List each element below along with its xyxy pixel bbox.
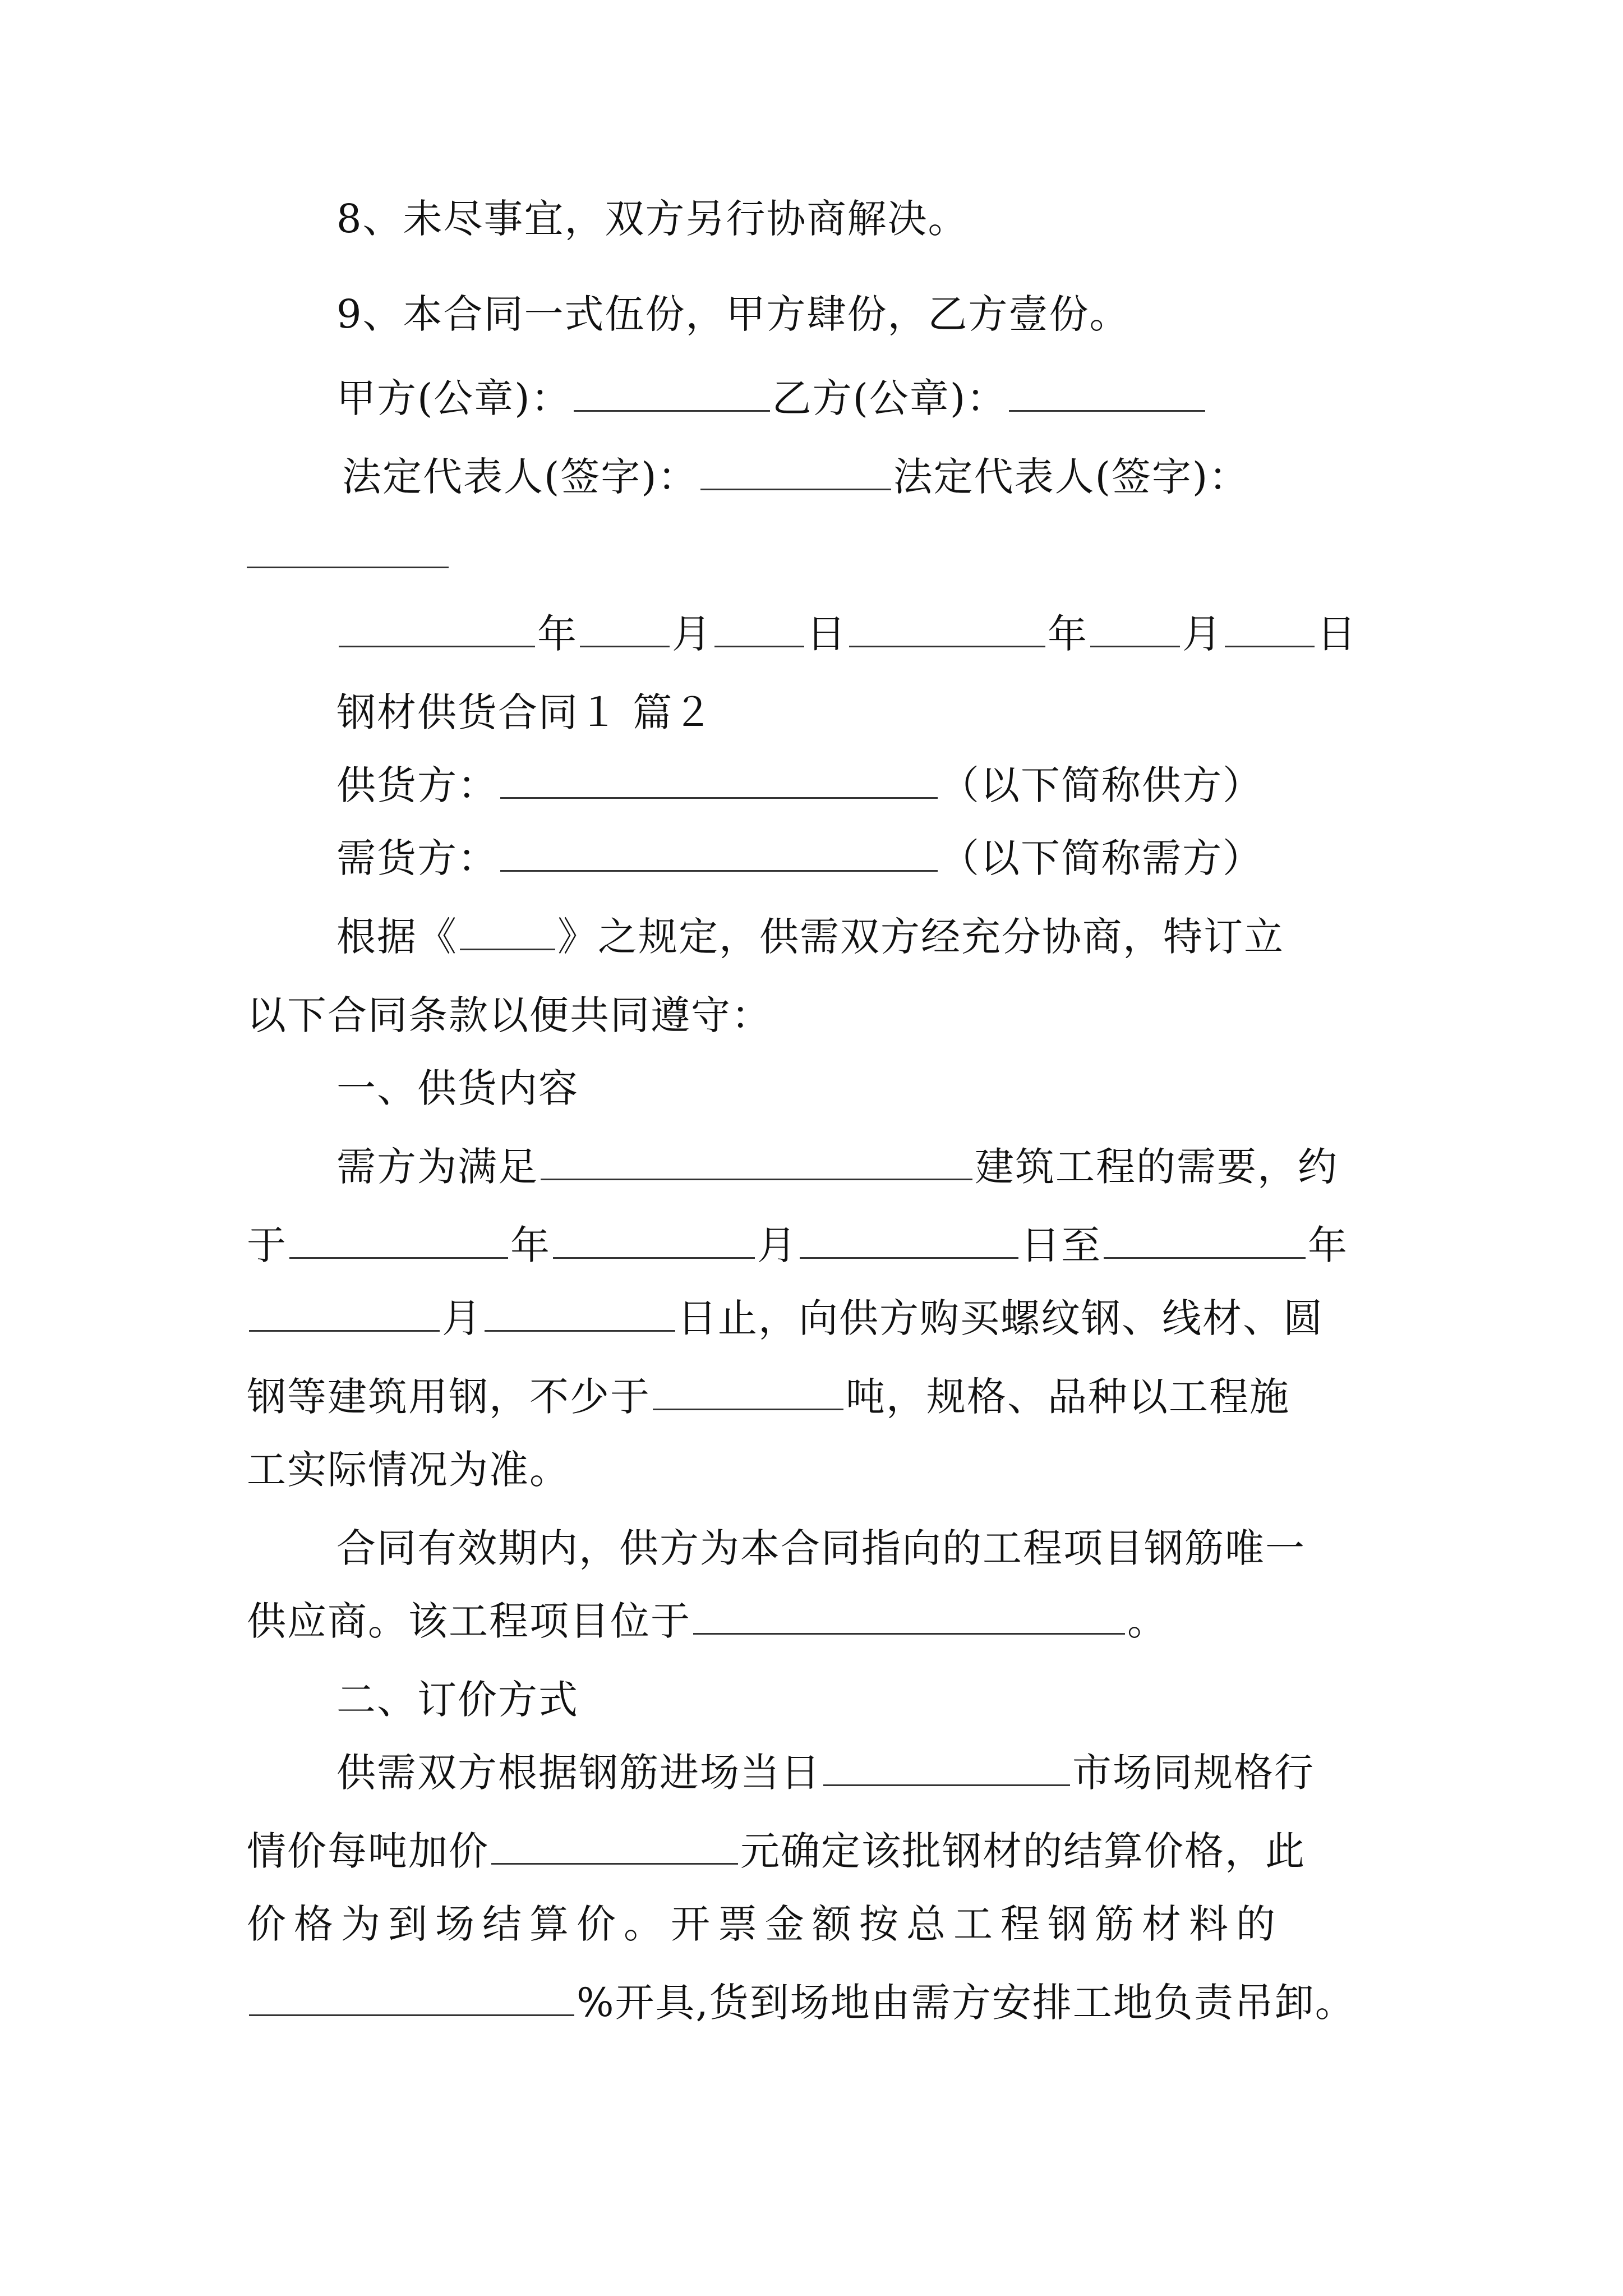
content-text: 。 — [1127, 1598, 1168, 1644]
seal-line — [336, 370, 1207, 426]
end-year-blank — [1104, 1223, 1306, 1259]
supplier-blank — [500, 763, 938, 799]
contract-title: 钢材供货合同１ 篇２ — [336, 689, 714, 735]
supplier-label: 供货方： — [336, 762, 498, 808]
party-b-rep-blank — [247, 567, 449, 568]
content-line-4 — [247, 1369, 1290, 1425]
content-text: 需方为满足 — [336, 1144, 538, 1190]
pricing-text: 供需双方根据钢筋进场当日 — [336, 1750, 821, 1796]
supplier-note: （以下简称供方） — [940, 762, 1263, 808]
date-a-day-blank — [714, 612, 804, 647]
buyer-note: （以下简称需方） — [940, 835, 1263, 881]
content-text: 年 — [1308, 1222, 1348, 1268]
day-label: 日 — [806, 611, 847, 657]
section-2-heading: 二、订价方式 — [336, 1677, 579, 1723]
content-text: 钢等建筑用钢，不少于 — [247, 1374, 651, 1420]
party-a-seal-blank — [574, 376, 770, 412]
content-line-5: 工实际情况为准。 — [247, 1447, 570, 1493]
party-a-rep-label: 法定代表人(签字)： — [342, 454, 698, 500]
pricing-text: 情价每吨加价 — [247, 1828, 489, 1874]
day-label: 日 — [1317, 611, 1357, 657]
content-text: 建筑工程的需要，约 — [975, 1144, 1338, 1190]
month-label: 月 — [1182, 611, 1223, 657]
pricing-line-3: 价格为到场结算价。开票金额按总工程钢筋材料的 — [247, 1901, 1283, 1947]
year-label: 年 — [1048, 611, 1088, 657]
start-year-blank — [289, 1223, 508, 1259]
start-day-blank — [800, 1223, 1018, 1259]
pricing-line-2 — [247, 1823, 1306, 1879]
content-text: 于 — [247, 1222, 287, 1268]
basis-line-1 — [336, 909, 1284, 965]
content-line-3 — [247, 1290, 1324, 1346]
party-a-seal-label: 甲方(公章)： — [336, 375, 571, 421]
content-line-7 — [247, 1593, 1168, 1649]
basis-text: 根据《 — [336, 914, 458, 960]
party-a-rep-blank — [700, 455, 891, 490]
buyer-line — [336, 830, 1263, 886]
section-1-heading: 一、供货内容 — [336, 1065, 579, 1111]
market-blank — [823, 1751, 1070, 1786]
date-b-month-blank — [1090, 612, 1180, 647]
pricing-text: 市场同规格行 — [1072, 1750, 1315, 1796]
invoice-percent-blank — [249, 1981, 574, 2016]
pricing-text: 元确定该批钢材的结算价格，此 — [740, 1828, 1306, 1874]
content-text: 日至 — [1021, 1222, 1101, 1268]
date-a-month-blank — [580, 612, 670, 647]
tonnage-blank — [653, 1375, 843, 1410]
law-name-blank — [460, 915, 555, 950]
start-month-blank — [553, 1223, 755, 1259]
party-b-seal-label: 乙方(公章)： — [772, 375, 1007, 421]
representative-line — [342, 449, 1249, 505]
pricing-line-1 — [336, 1745, 1315, 1801]
date-line — [336, 606, 1357, 662]
content-text: 年 — [510, 1222, 551, 1268]
party-b-seal-blank — [1009, 376, 1205, 412]
pricing-line-4 — [247, 1975, 1355, 2031]
content-line-6: 合同有效期内，供方为本合同指向的工程项目钢筋唯一 — [336, 1525, 1306, 1571]
content-text: 吨，规格、品种以工程施 — [846, 1374, 1290, 1420]
month-label: 月 — [672, 611, 712, 657]
project-location-blank — [693, 1599, 1125, 1635]
content-text: 月 — [757, 1222, 797, 1268]
basis-text: 》之规定，供需双方经充分协商，特订立 — [557, 914, 1284, 960]
buyer-label: 需货方： — [336, 835, 498, 881]
basis-line-2: 以下合同条款以便共同遵守： — [247, 992, 772, 1038]
content-text: 日止，向供方购买螺纹钢、线材、圆 — [677, 1295, 1324, 1341]
date-b-day-blank — [1225, 612, 1315, 647]
end-month-blank — [249, 1296, 440, 1332]
date-a-year-blank — [339, 612, 535, 647]
buyer-blank — [500, 836, 938, 872]
content-line-2 — [247, 1217, 1348, 1273]
content-text: 供应商。该工程项目位于 — [247, 1598, 691, 1644]
end-day-blank — [485, 1296, 675, 1332]
content-text: 月 — [442, 1295, 482, 1341]
party-b-rep-label: 法定代表人(签字)： — [893, 454, 1249, 500]
year-label: 年 — [537, 611, 578, 657]
content-line-1 — [336, 1139, 1338, 1195]
date-b-year-blank — [849, 612, 1045, 647]
markup-blank — [491, 1829, 738, 1865]
supplier-line — [336, 757, 1263, 813]
clause-9: 9、本合同一式伍份，甲方肆份，乙方壹份。 — [336, 291, 1130, 337]
project-name-blank — [541, 1145, 972, 1180]
pricing-text: %开具,货到场地由需方安排工地负责吊卸。 — [577, 1980, 1355, 2026]
clause-8: 8、未尽事宜，双方另行协商解决。 — [336, 196, 969, 242]
